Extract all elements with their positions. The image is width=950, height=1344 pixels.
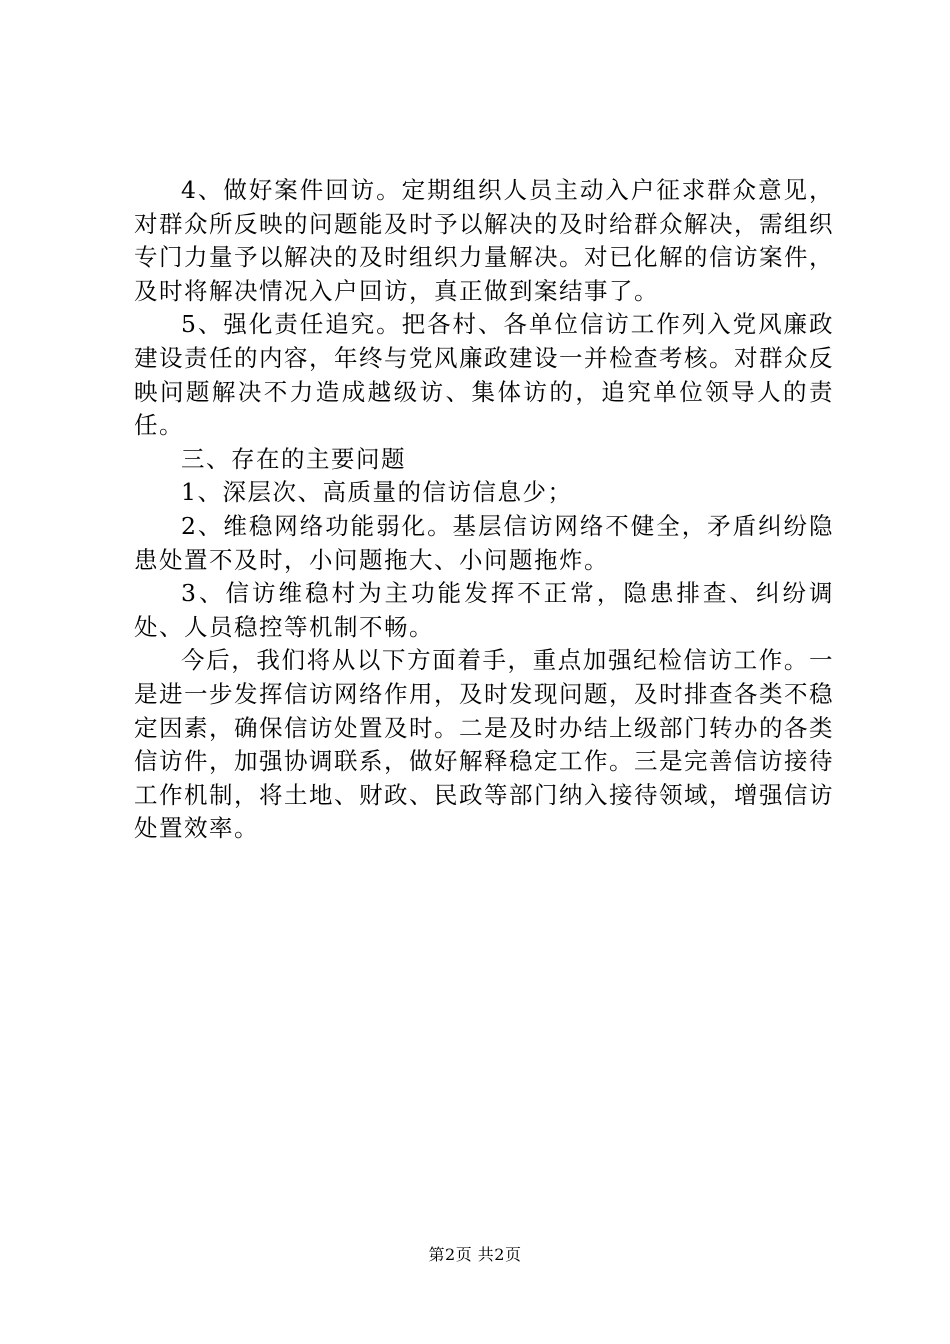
page-number-footer: 第2页 共2页 <box>428 1245 522 1264</box>
section-heading-main-problems: 三、存在的主要问题 <box>181 444 406 473</box>
paragraph-case-followup: 4、做好案件回访。定期组织人员主动入户征求群众意见，对群众所反映的问题能及时予以解决的及时给群众解决，需组织专门力量予以解决的及时组织力量解决。对已化解的信访案件，及时将解决情况入户回访，真正做到案结事了。 <box>134 176 834 305</box>
paragraph-future-plans: 今后，我们将从以下方面着手，重点加强纪检信访工作。一是进一步发挥信访网络作用，及时发现问题，及时排查各类不稳定因素，确保信访处置及时。二是及时办结上级部门转办的各类信访件，加强协调联系，做好解释稳定工作。三是完善信访接待工作机制，将土地、财政、民政等部门纳入接待领域，增强信访处置效率。 <box>134 646 834 843</box>
paragraph-accountability: 5、强化责任追究。把各村、各单位信访工作列入党风廉政建设责任的内容，年终与党风廉政建设一并检查考核。对群众反映问题解决不力造成越级访、集体访的，追究单位领导人的责任。 <box>134 310 834 440</box>
document-body <box>134 174 834 846</box>
paragraph-problem-3: 3、信访维稳村为主功能发挥不正常，隐患排查、纠纷调处、人员稳控等机制不畅。 <box>134 579 834 641</box>
paragraph-problem-2: 2、维稳网络功能弱化。基层信访网络不健全，矛盾纠纷隐患处置不及时，小问题拖大、小问题拖炸。 <box>134 511 834 574</box>
paragraph-problem-1: 1、深层次、高质量的信访信息少； <box>181 478 573 507</box>
